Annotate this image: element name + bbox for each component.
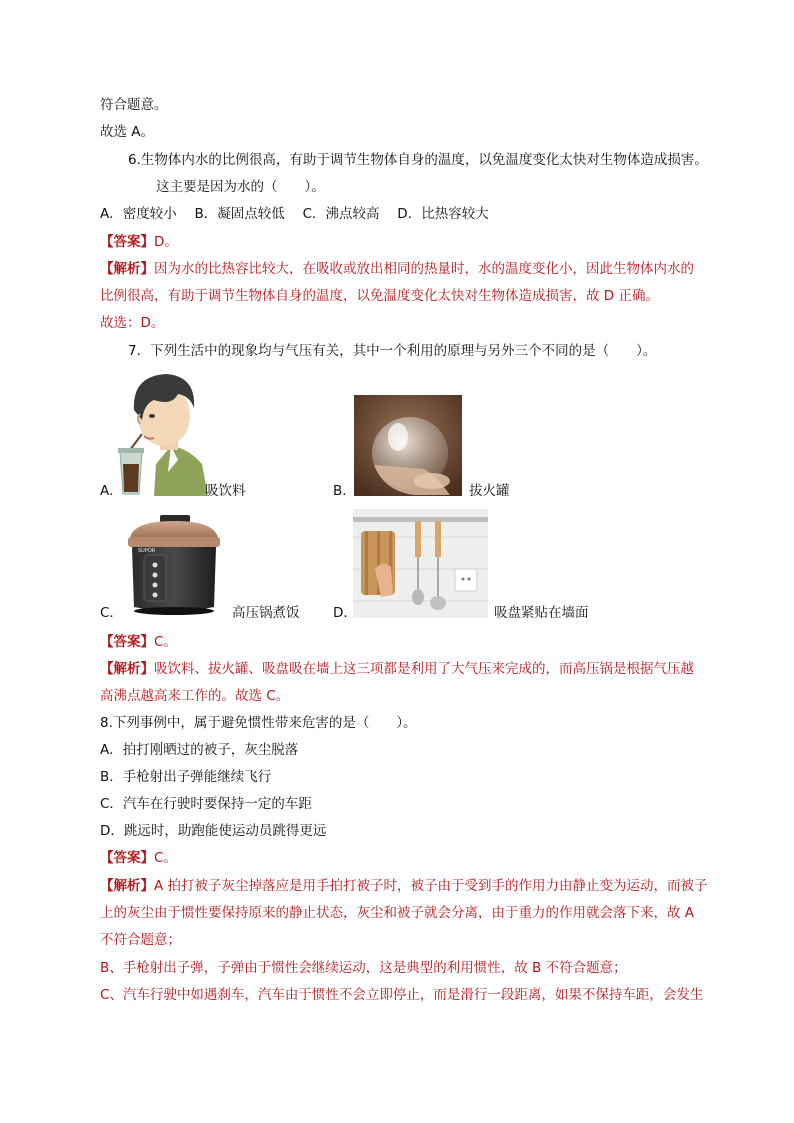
analysis-line: 上的灰尘由于惯性要保持原来的静止状态，灰尘和被子就会分离，由于重力的作用就会落下来，故 A [100,905,695,921]
answer-line [100,232,178,252]
answer-tag: 【答案】 [100,850,154,866]
analysis-text: 吸饮料、拔火罐、吸盘吸在墙上这三项都是利用了大气压来完成的，而高压锅是根据气压越 [154,661,694,677]
answer-value: C。 [154,634,177,650]
analysis-line: 不符合题意； [100,932,181,948]
option-c-label: 高压锅煮饭 [232,605,300,621]
answer-tag: 【答案】 [100,634,154,650]
question-8-stem: 8.下列事例中，属于避免惯性带来危害的是（ ）。 [100,715,417,731]
analysis-line: 高沸点越高来工作的。故选 C。 [100,688,290,704]
answer-line [100,632,177,652]
answer-value: C。 [154,850,177,866]
drinking-image [116,368,214,496]
answer-line [100,848,177,868]
analysis-line [100,876,708,896]
analysis-line [100,659,694,679]
analysis-line [100,259,694,279]
analysis-tag: 【解析】 [100,878,154,894]
pressure-cooker-image [124,511,224,617]
question-6-options: A．密度较小 B．凝固点较低 C．沸点较高 D．比热容较大 [100,206,489,222]
option-d-letter: D． [333,605,357,621]
analysis-text: A 拍打被子灰尘掉落应是用手拍打被子时，被子由于受到手的作用力由静止变为运动，而被子 [154,878,708,894]
analysis-tag: 【解析】 [100,661,154,677]
brand-logo: SUPOR [138,548,156,554]
answer-tag: 【答案】 [100,234,154,250]
analysis-text: 因为水的比热容比较大，在吸收或放出相同的热量时，水的温度变化小，因此生物体内水的 [154,261,694,277]
question-8-option-c: C．汽车在行驶时要保持一定的车距 [100,796,312,812]
analysis-line: C、汽车行驶中如遇刹车，汽车由于惯性不会立即停止，而是滑行一段距离，如果不保持车距，会发生 [100,987,704,1003]
suction-hooks-image [353,509,488,618]
analysis-line: 比例很高，有助于调节生物体自身的温度，以免温度变化太快对生物体造成损害，故 D 正确。 [100,288,659,304]
answer-value: D。 [154,234,178,250]
question-8-option-b: B．手枪射出子弹能继续飞行 [100,769,272,785]
analysis-tag: 【解析】 [100,261,154,277]
cupping-jar-image [354,395,462,496]
question-6-stem: 6.生物体内水的比例很高，有助于调节生物体自身的温度，以免温度变化太快对生物体造成损害。 [128,152,708,168]
option-a-label: 吸饮料 [205,483,246,499]
question-6-stem-cont: 这主要是因为水的（ ）。 [156,179,325,195]
option-c-letter: C． [100,605,123,621]
option-a-letter: A． [100,483,123,499]
choose-line: 故选：D。 [100,315,165,331]
question-8-option-d: D．跳远时，助跑能使运动员跳得更远 [100,823,327,839]
text-line: 故选 A。 [100,124,155,140]
question-7-stem: 7．下列生活中的现象均与气压有关，其中一个利用的原理与另外三个不同的是（ ）。 [128,343,657,359]
question-8-option-a: A．拍打刚晒过的被子，灰尘脱落 [100,742,299,758]
option-b-letter: B． [333,483,356,499]
option-d-label: 吸盘紧贴在墙面 [494,605,589,621]
analysis-line: B、手枪射出子弹，子弹由于惯性会继续运动，这是典型的利用惯性，故 B 不符合题意； [100,960,627,976]
text-line: 符合题意。 [100,97,168,113]
option-b-label: 拔火罐 [469,483,510,499]
